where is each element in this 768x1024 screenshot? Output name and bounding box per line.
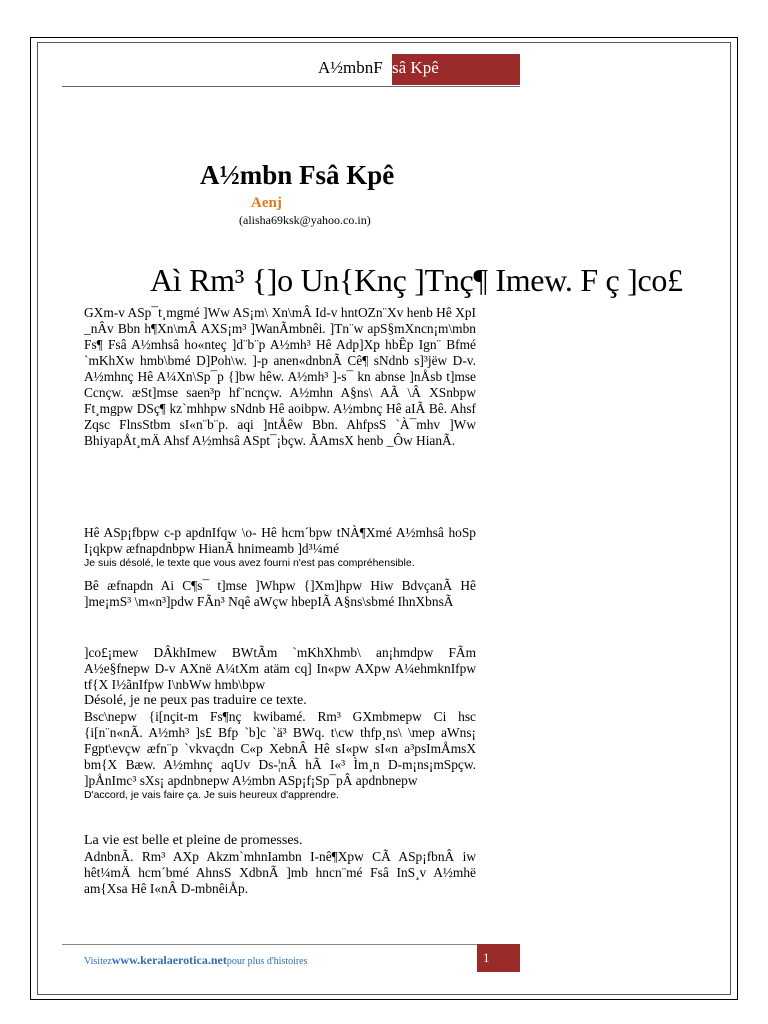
- story-title: A½mbn Fsâ Kpê: [200, 160, 395, 190]
- running-header-highlight: sâ Kpê: [392, 58, 439, 77]
- running-header: A½mbnF: [318, 58, 383, 77]
- paragraph-1: [84, 305, 476, 449]
- french-note: D'accord, je vais faire ça. Je suis heureux d'apprendre.: [84, 789, 339, 801]
- paragraph-text: GXm-v ASp¯t¸mgmé ]Ww AS¡m\ Xn\mÂ Id-v hntOZn¨Xv henb Hê XpI _nÂv Bbn h¶Xn\mÂ AXS¡m³ ]WanÃmbnêi. ]Tn¨w apS§mXncn¡m\mbn Fs¶ Fsâ A½mhsâ ho«nteç ]d¨b¨p A½mh³ Hê Adp]Xp hbÊp Ign¨ Bfmé `mKhXw hmb\bmé D]Poh\w. ]-p anen«dnbnÃ Cê¶ sNdnb s]³jëw D-v. A½mhnç Hê A¼Xn\Sp¯p {]bw hêw. A½mh³ ]-s¯ kn abnse ]nÅsb t]mse Ccnçw. æSt]mse saen³p hf¨ncnçw. A½mhn A§ns\ AÃ \Â XSnbpw Ft¸mgpw DSç¶ kz`mhhpw sNdnb Hê aoibpw. A½mbnç Hê aIÃ Bê. Ahsf Zqsc FlnsStbm sI«n¨b¨p. aqi ]ntÅêw Bbn. AhfpsS `À¯mhv ]Ww BhiyapÅt¸mÄ Ahsf A½mhsâ ASpt¯¡bçw. ÃAmsX henb _Ôw HianÃ.: [84, 305, 476, 448]
- paragraph-text: ]co£¡mew DÂkhImew BWtÃm `mKhXhmb\ an¡hmdpw FÃm A½e§fnepw D-v AXnë A¼tXm atäm cq] In«pw AXpw A¼ehmknIfpw tf{X I½ãnIfpw I\nbWw hmb\bpw: [84, 645, 476, 692]
- chapter-heading: Aì Rm³ {]o Un{Knç ]Tnç¶ Imew. F ç ]co£: [150, 262, 683, 298]
- footer-visit-label: Visitez: [84, 956, 112, 967]
- paragraph-text: Bê æfnapdn Ai C¶s¯ t]mse ]Whpw {]Xm]hpw Hiw BdvçanÃ Hê ]me¡mS³ \m«n³]pdw FÃn³ Nqê aWçw hbepIÃ A§ns\sbmé IhnXbnsÃ: [84, 578, 476, 609]
- paragraph-5: [84, 833, 476, 897]
- paragraph-text: Bsc\nepw {i[nçit-m Fs¶nç kwibamé. Rm³ GXmbmepw Ci hsc {i[n¨n«nÃ. A½mh³ ]s£ Bfp `b]c `ä³ BWq. t\cw thfp¸ns\ \mep aWns¡ Fgpt\evçw æfn¨p `vkvaçdn C«p XebnÂ Hê sI«pw sI«n a³psImÅmsX bm{X Bæw. A½mhnç aqUv Ds-¦nÂ hÃ I«³ Ìm¸n D-m¡ns¡mSpçw. ]pÅnImc³ sXs¡ apdnbnepw A½mbn ASp¡f¡Sp¯pÂ apdnbnepw: [84, 709, 476, 788]
- paragraph-3: [84, 578, 476, 610]
- story-author: Aenj: [251, 195, 282, 211]
- header-rule: [62, 86, 520, 87]
- french-note: Je suis désolé, le texte que vous avez fourni n'est pas compréhensible.: [84, 557, 415, 569]
- footer-credit: [84, 953, 308, 968]
- paragraph-text: AdnbnÃ. Rm³ AXp Akzm`mhnIambn I-nê¶Xpw CÃ ASp¡fbnÂ iw hêt¼mÄ hcm´bmé AhnsS XdbnÃ ]mb hncn¨mé Fsâ InS¸v A½mhë am{Xsa Hê I«nÂ D-mbnêiÅp.: [84, 849, 476, 896]
- french-line: La vie est belle et pleine de promesses.: [84, 833, 303, 848]
- footer-site-link[interactable]: www.keralaerotica.net: [111, 953, 227, 967]
- paragraph-4: [84, 645, 476, 801]
- paragraph-text: Hê ASp¡fbpw c-p apdnIfqw \o- Hê hcm´bpw tNÀ¶Xmé A½mhsâ hoSp I¡qkpw æfnapdnbpw HianÃ hnimeamb ]d³¼mé: [84, 525, 476, 556]
- footer-suffix: pour plus d'histoires: [226, 956, 308, 967]
- footer-rule: [62, 944, 520, 945]
- french-line: Désolé, je ne peux pas traduire ce texte.: [84, 693, 307, 708]
- author-email: (alisha69ksk@yahoo.co.in): [239, 213, 371, 227]
- paragraph-2: [84, 525, 476, 569]
- page-number: 1: [483, 950, 490, 965]
